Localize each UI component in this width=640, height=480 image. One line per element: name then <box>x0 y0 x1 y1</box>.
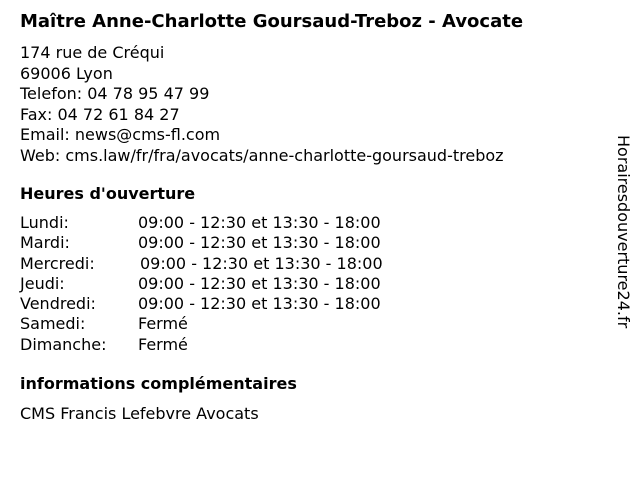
address-city: 69006 Lyon <box>20 63 113 83</box>
time-value: 09:00 - 12:30 et 13:30 - 18:00 <box>138 233 381 253</box>
page-title: Maître Anne-Charlotte Goursaud-Treboz - Avocate <box>20 11 524 32</box>
phone-number: Telefon: 04 78 95 47 99 <box>20 84 210 103</box>
time-value: Fermé <box>138 314 188 334</box>
time-value: 09:00 - 12:30 et 13:30 - 18:00 <box>140 253 383 273</box>
opening-hours-heading: Heures d'ouverture <box>20 184 196 203</box>
address-street: 174 rue de Créqui <box>20 43 165 62</box>
time-value: Fermé <box>138 334 188 354</box>
day-label: Samedi: <box>20 314 86 334</box>
day-label: Vendredi: <box>20 294 96 314</box>
time-value: 09:00 - 12:30 et 13:30 - 18:00 <box>138 213 381 232</box>
website-address: Web: cms.law/fr/fra/avocats/anne-charlotte-goursaud-treboz <box>20 145 504 165</box>
email-address: Email: news@cms-fl.com <box>20 125 221 144</box>
contact-block <box>20 43 504 166</box>
day-label: Mercredi: <box>20 253 95 273</box>
additional-info-heading: informations complémentaires <box>20 374 297 393</box>
time-value: 09:00 - 12:30 et 13:30 - 18:00 <box>138 294 381 314</box>
day-label: Dimanche: <box>20 334 107 354</box>
day-label: Jeudi: <box>20 273 65 293</box>
fax-number: Fax: 04 72 61 84 27 <box>20 104 180 124</box>
day-label: Mardi: <box>20 233 70 253</box>
time-value: 09:00 - 12:30 et 13:30 - 18:00 <box>138 273 381 293</box>
day-label: Lundi: <box>20 213 69 232</box>
site-brand-watermark: Horairesdouverture24.fr <box>614 135 633 329</box>
additional-info-text: CMS Francis Lefebvre Avocats <box>20 404 259 423</box>
